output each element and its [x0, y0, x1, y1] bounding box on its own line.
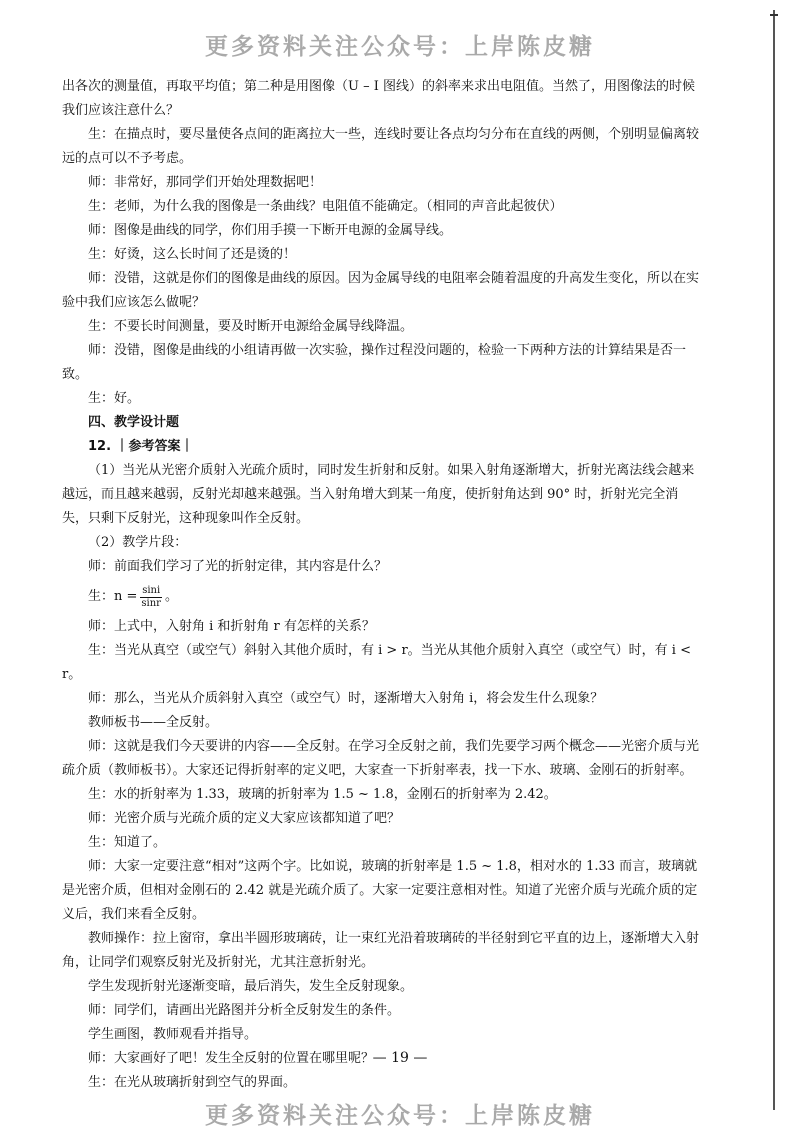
continued-paragraph: 出各次的测量值，再取平均值；第二种是用图像（U – I 图线）的斜率来求出电阻值。当然了，用图像法的时候我们应该注意什么？: [62, 79, 695, 118]
formula-fraction: [139, 585, 163, 610]
dialogue-line: 师：大家画好了吧！发生全反射的位置在哪里呢？: [88, 1051, 375, 1066]
page-edge-rule: [773, 10, 775, 1110]
page-number: — 19 —: [372, 1050, 428, 1066]
dialogue-line: 教师操作：拉上窗帘，拿出半圆形玻璃砖，让一束红光沿着玻璃砖的半径射到它平直的边上，逐渐增大入射角，让同学们观察反射光及折射光，尤其注意折射光。: [62, 931, 700, 970]
answer-paragraph: （1）当光从光密介质射入光疏介质时，同时发生折射和反射。如果入射角逐渐增大，折射光离法线会越来越远，而且越来越弱，反射光却越来越强。当入射角增大到某一角度，使折射角达到 90° 时，折射光完全消失，只剩下反射光，这种现象叫作全反射。: [62, 463, 695, 526]
dialogue-line: 师：没错，这就是你们的图像是曲线的原因。因为金属导线的电阻率会随着温度的升高发生变化，所以在实验中我们应该怎么做呢？: [62, 271, 700, 310]
dialogue-line: 生：不要长时间测量，要及时断开电源给金属导线降温。: [88, 319, 414, 334]
page-body: [62, 75, 702, 1095]
formula-suffix: 。: [164, 589, 178, 604]
dialogue-line: 生：老师，为什么我的图像是一条曲线？电阻值不能确定。（相同的声音此起彼伏）: [88, 199, 563, 214]
dialogue-line: 生：在光从玻璃折射到空气的界面。: [88, 1075, 297, 1090]
watermark-top: 更多资料关注公众号：上岸陈皮糖: [205, 34, 595, 60]
dialogue-line: 学生画图，教师观看并指导。: [88, 1027, 258, 1042]
dialogue-line: 生：在描点时，要尽量使各点间的距离拉大一些，连线时要让各点均匀分布在直线的两侧，个别明显偏离较远的点可以不予考虑。: [62, 127, 700, 166]
dialogue-line: 师：没错，图像是曲线的小组请再做一次实验，操作过程没问题的，检验一下两种方法的计算结果是否一致。: [62, 343, 687, 382]
section-heading: 四、教学设计题: [88, 415, 180, 430]
dialogue-line: 师：光密介质与光疏介质的定义大家应该都知道了吧？: [88, 811, 401, 826]
dialogue-line: 师：非常好，那同学们开始处理数据吧！: [88, 175, 323, 190]
watermark-bottom: 更多资料关注公众号：上岸陈皮糖: [205, 1103, 595, 1129]
dialogue-line: 教师板书——全反射。: [88, 715, 219, 730]
page-edge-tick: [770, 14, 778, 16]
dialogue-line: 师：同学们，请画出光路图并分析全反射发生的条件。: [88, 1003, 401, 1018]
answer-label: 12. ｜参考答案｜: [88, 439, 194, 454]
formula-prefix: 生：n =: [88, 589, 138, 604]
dialogue-line: 师：大家一定要注意“相对”这两个字。比如说，玻璃的折射率是 1.5 ~ 1.8，相对水的 1.33 而言，玻璃就是光密介质，但相对金刚石的 2.42 就是光疏介质了。大家一定要注意相对性。知道了光密介质与光疏介质的定义后，我们来看全反射。: [62, 859, 698, 922]
dialogue-line: 师：上式中，入射角 i 和折射角 r 有怎样的关系？: [88, 619, 375, 634]
dialogue-line: 生：水的折射率为 1.33，玻璃的折射率为 1.5 ~ 1.8，金刚石的折射率为 2.42。: [88, 787, 557, 802]
dialogue-line: 生：好。: [88, 391, 141, 406]
dialogue-line: 生：当光从真空（或空气）斜射入其他介质时，有 i > r。当光从其他介质射入真空（或空气）时，有 i < r。: [62, 643, 691, 682]
dialogue-line: 师：这就是我们今天要讲的内容——全反射。在学习全反射之前，我们先要学习两个概念——光密介质与光疏介质（教师板书）。大家还记得折射率的定义吧，大家查一下折射率表，找一下水、玻璃、金刚石的折射率。: [62, 739, 700, 778]
dialogue-line: 生：好烫，这么长时间了还是烫的！: [88, 247, 297, 262]
dialogue-line: 生：知道了。: [88, 835, 167, 850]
snell-law-formula: [88, 579, 702, 615]
dialogue-line: 师：那么，当光从介质斜射入真空（或空气）时，逐渐增大入射角 i，将会发生什么现象？: [88, 691, 604, 706]
dialogue-line: 师：图像是曲线的同学，你们用手摸一下断开电源的金属导线。: [88, 223, 453, 238]
answer-paragraph: （2）教学片段：: [88, 535, 188, 550]
formula-denominator: sinr: [141, 597, 161, 609]
dialogue-line: 师：前面我们学习了光的折射定律，其内容是什么？: [88, 559, 388, 574]
dialogue-line: 学生发现折射光逐渐变暗，最后消失，发生全反射现象。: [88, 979, 414, 994]
formula-numerator: sini: [142, 584, 161, 596]
